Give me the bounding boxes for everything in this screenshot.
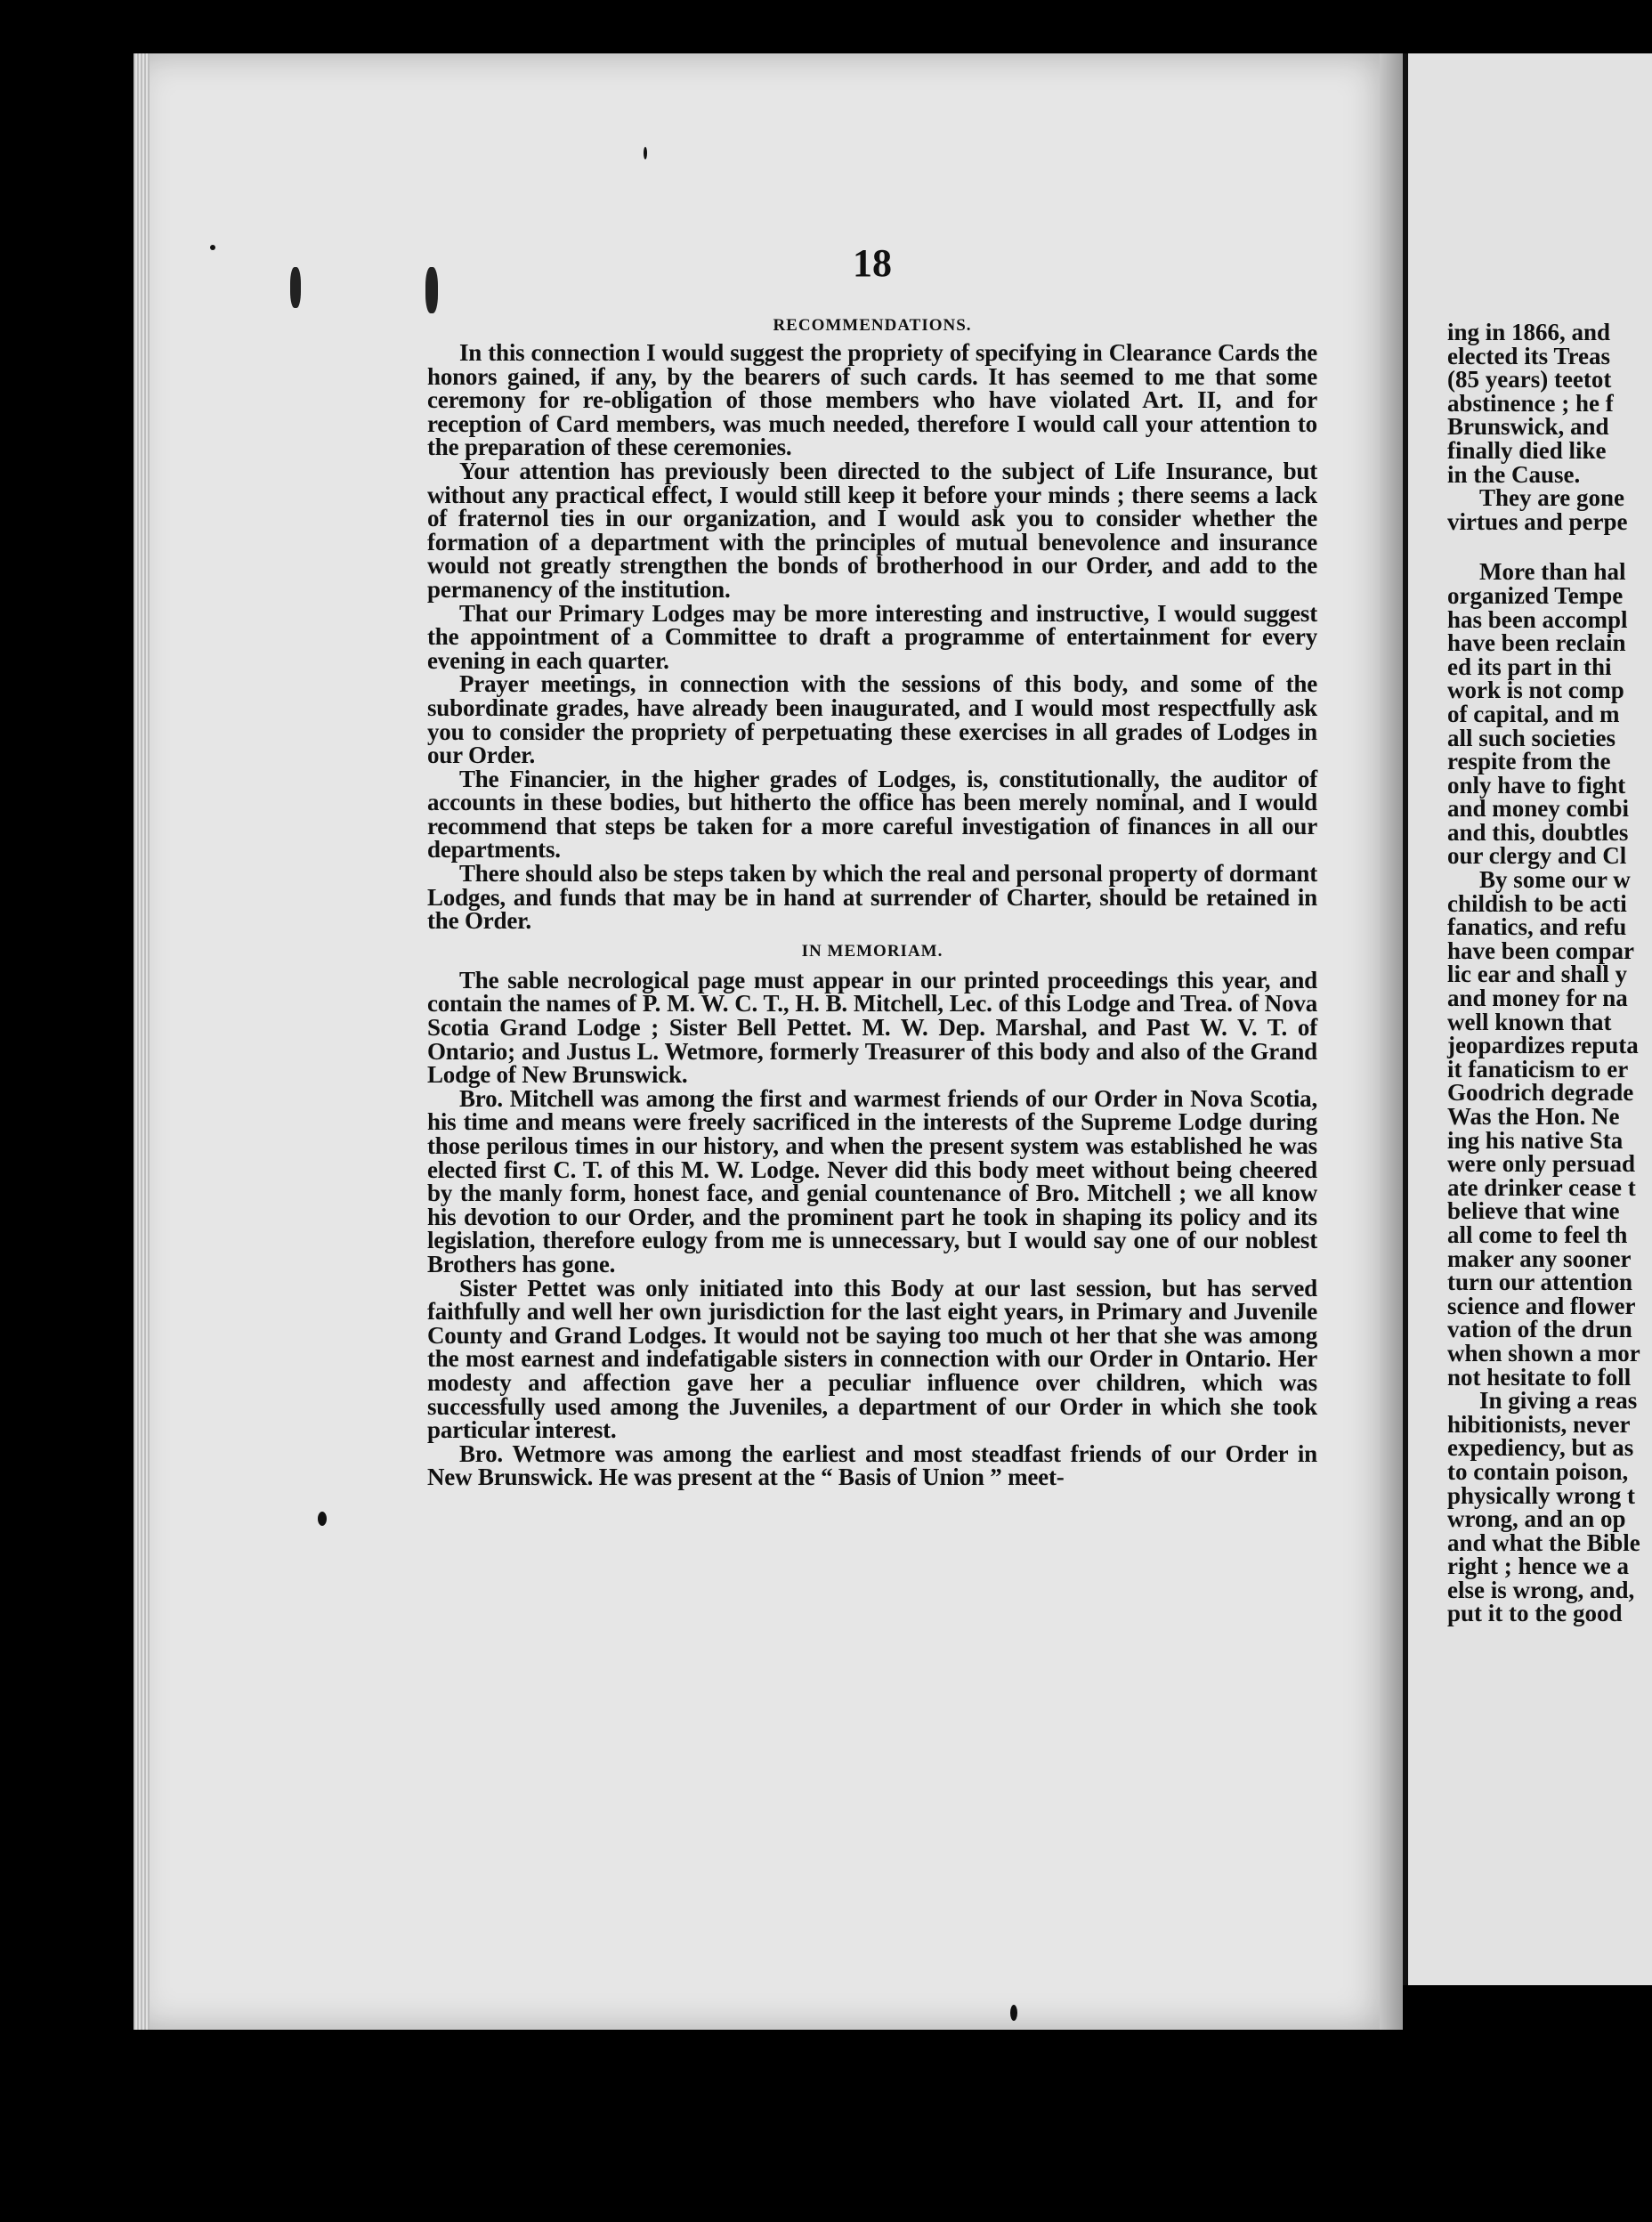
scan-mark [290,267,301,308]
text-column [427,240,1317,1489]
memoriam-paragraph: Bro. Wetmore was among the earliest and most steadfast friends of our Order in New Brunswick. He was present at the “ Basis of Union ” meet- [427,1439,1317,1491]
right-page-line: and what the Bible [1447,1529,1640,1556]
right-page-line: were only persuad [1447,1150,1636,1178]
right-page-line: maker any sooner [1447,1245,1632,1272]
right-page-line: ing in 1866, and [1447,319,1611,345]
right-page-line: childish to be acti [1447,889,1627,917]
right-page-line: expediency, but as [1447,1434,1634,1462]
right-page-line: ed its part in thi [1447,653,1612,680]
right-page-line: organized Tempe [1447,581,1624,609]
right-page-line: In giving a reas [1479,1387,1638,1415]
right-page-line: physically wrong t [1447,1481,1636,1509]
recommendations-section [427,341,1317,933]
right-page-line: hibitionists, never [1447,1410,1631,1438]
right-page-line: of capital, and m [1447,700,1620,727]
right-page-line: all such societies [1447,724,1616,751]
right-page-line: vation of the drun [1447,1316,1632,1343]
recommendations-paragraph: Prayer meetings, in connection with the sessions of this body, and some of the subordinate grades, have already been inaugurated, and I would most respectfully ask you to consider the propriety of perpetuating these exercises in all grades of Lodges in our Order. [427,670,1317,769]
right-page-line: our clergy and Cl [1447,842,1627,870]
scan-speck [318,1512,327,1526]
right-page-line: Was the Hon. Ne [1447,1103,1620,1130]
scan-speck [210,245,215,250]
recommendations-paragraph: There should also be steps taken by which the real and personal property of dormant Lodges, and funds that may be in hand at surrender of Charter, should be retained in the Order. [427,860,1317,935]
right-page-line: science and flower [1447,1292,1636,1319]
right-page-line: right ; hence we a [1447,1553,1629,1580]
right-page-line: respite from the [1447,748,1611,775]
right-page-line: and this, doubtles [1447,818,1629,846]
right-page-line [1447,533,1652,560]
right-page-line: only have to fight [1447,771,1626,799]
section-heading-recommendations: RECOMMENDATIONS. [773,316,972,335]
right-page-line: ate drinker cease t [1447,1173,1636,1201]
right-page-line: in the Cause. [1447,460,1581,488]
right-page-line: have been compar [1447,937,1634,964]
recommendations-paragraph: That our Primary Lodges may be more interesting and instructive, I would suggest the appointment of a Committee to draft a programme of entertainment for every evening in each quarter. [427,599,1317,674]
right-page-line: has been accompl [1447,605,1628,633]
right-page-line: wrong, and an op [1447,1505,1626,1533]
right-page-line: jeopardizes reputa [1447,1032,1639,1059]
right-page-line: Brunswick, and [1447,413,1609,441]
right-page-line: when shown a mor [1447,1339,1640,1366]
right-page-line: believe that wine [1447,1197,1620,1225]
right-page-line: well known that [1447,1008,1612,1035]
right-page-line: else is wrong, and, [1447,1576,1635,1603]
right-page-line: have been reclain [1447,629,1626,657]
right-page-line: turn our attention [1447,1269,1633,1296]
right-page-line: ing his native Sta [1447,1126,1624,1154]
right-page-line: and money combi [1447,795,1630,823]
scan-speck [644,147,647,159]
page-number: 18 [853,241,892,285]
right-page-line: all come to feel th [1447,1220,1628,1248]
right-page [1403,53,1652,1985]
memoriam-paragraph: The sable necrological page must appear in our printed proceedings this year, and contain the names of P. M. W. C. T., H. B. Mitchell, Lec. of this Lodge and Trea. of Nova Scotia Grand Lodge ; Sister Bell Pettet. M. W. Dep. Marshal, and Past W. V. T. of Ontario; and Justus L. Wetmore, formerly Treasurer of this body and also of the Grand Lodge of New Brunswick. [427,966,1317,1089]
right-page-line: abstinence ; he f [1447,389,1614,417]
right-page-line: virtues and perpe [1447,507,1628,535]
right-page-line: and money for na [1447,985,1628,1012]
memoriam-paragraph: Sister Pettet was only initiated into this Body at our last session, but has served faithfully and well her own jurisdiction for the last eight years, in Primary and Juvenile County and Grand Lodges. It would not be saying too much ot her that she was among the most earnest and indefatigable sisters in connection with our Order in Ontario. Her modesty and affection gave her a peculiar influence over children, which was successfully used among the Juveniles, a department of our Order in which she took particular interest. [427,1274,1317,1444]
right-page-line: Goodrich degrade [1447,1079,1634,1107]
right-page-line: By some our w [1479,866,1631,894]
recommendations-paragraph: Your attention has previously been directed to the subject of Life Insurance, but without any practical effect, I would still keep it before your minds ; there seems a lack of fraternol ties in our organization, and I would ask you to consider whether the formation of a department with the principles of mutual benevolence and insurance would not greatly strengthen the bonds of brotherhood in our Order, and add to the permanency of the institution. [427,457,1317,603]
right-page-line: lic ear and shall y [1447,961,1628,988]
right-page-line: fanatics, and refu [1447,913,1627,941]
right-page-line: not hesitate to foll [1447,1363,1632,1391]
memoriam-paragraph: Bro. Mitchell was among the first and warmest friends of our Order in Nova Scotia, his time and means were freely sacrificed in the interests of the Supreme Lodge during those perilous times in our history, and when the present system was established he was elected first C. T. of this M. W. Lodge. Never did this body meet without being cheered by the manly form, honest face, and genial countenance of Bro. Mitchell ; we all know his devotion to our Order, and the prominent part he took in shaping its policy and its legislation, therefore eulogy from me is unnecessary, but I would say one of our noblest Brothers has gone. [427,1084,1317,1277]
in-memoriam-section [427,966,1317,1491]
right-page-line: finally died like [1447,436,1607,464]
recommendations-paragraph: The Financier, in the higher grades of Lodges, is, constitutionally, the auditor of accounts in these bodies, but hitherto the office has been merely nominal, and I would recommend that steps be taken for a more careful investigation of finances in all our departments. [427,765,1317,864]
section-heading-in-memoriam: IN MEMORIAM. [801,941,943,961]
right-page-line: (85 years) teetot [1447,366,1612,393]
recommendations-paragraph: In this connection I would suggest the propriety of specifying in Clearance Cards the honors gained, if any, by the bearers of such cards. It has seemed to me that some ceremony for re-obligation of those members who have violated Art. II, and for reception of Card members, was much needed, therefore I would call your attention to the preparation of these ceremonies. [427,339,1317,461]
right-page-text [1447,320,1652,1626]
right-page-line: put it to the good [1447,1600,1623,1627]
right-page-line: to contain poison, [1447,1457,1629,1485]
right-page-line: They are gone [1479,484,1624,512]
page-edge [134,53,150,2030]
right-page-line: it fanaticism to er [1447,1055,1629,1083]
scan-speck [1010,2005,1017,2021]
right-page-line: elected its Treas [1447,342,1610,369]
right-page-line: More than hal [1479,558,1626,586]
right-page-line: work is not comp [1447,677,1624,704]
